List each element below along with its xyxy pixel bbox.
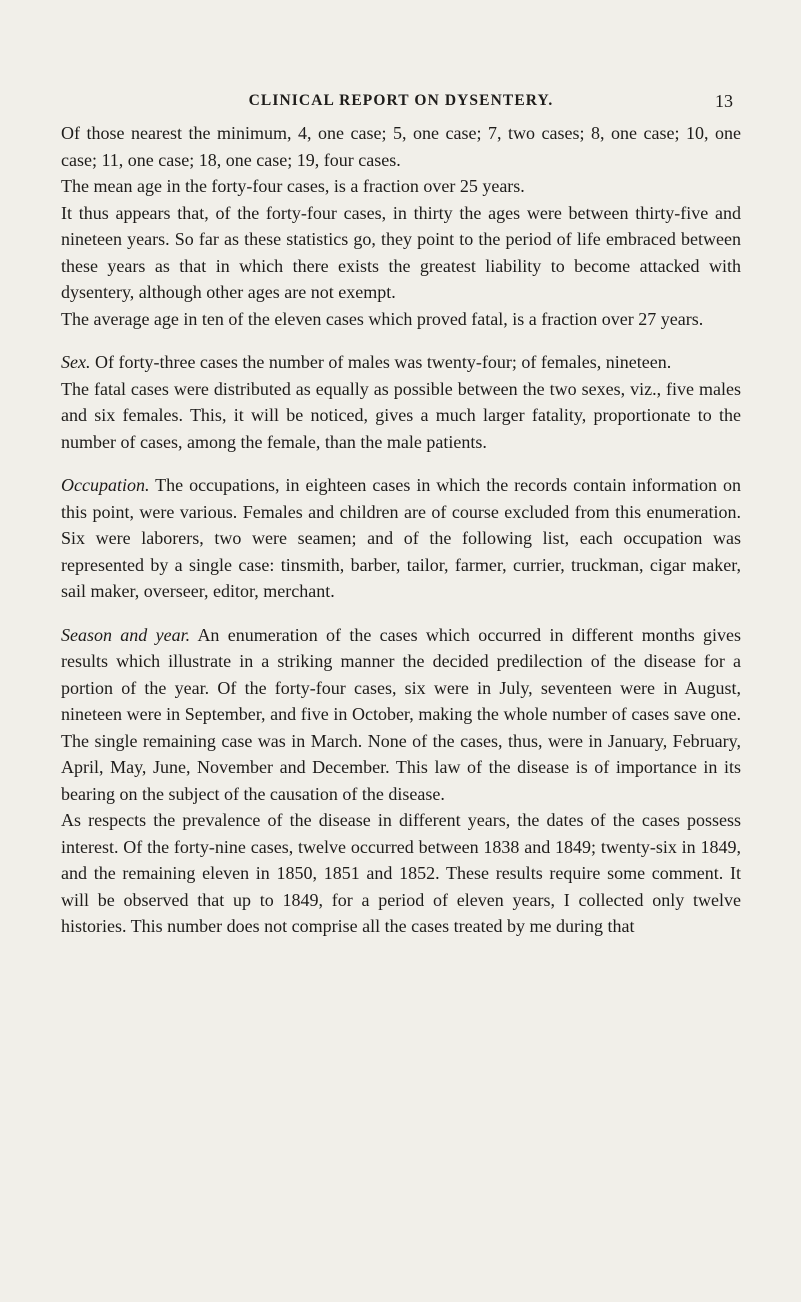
body-text [61, 120, 741, 940]
paragraph-occupation [61, 472, 741, 605]
running-title: CLINICAL REPORT ON DYSENTERY. [248, 92, 554, 109]
sex-body: Of forty-three cases the number of males was twenty-four; of females, nineteen. [94, 352, 672, 372]
page-number: 13 [715, 91, 733, 111]
occupation-body: The occupations, in eighteen cases in which the records contain information on this point, were various. Females and children are of course excluded from this enumeration. Six were laborers, two were seamen; and of the following list, each occupation was represented by a single case: tinsmith, barber, tailor, farmer, currier, truckman, cigar maker, sail maker, overseer, editor, merchant. [61, 475, 741, 601]
paragraph-sex [61, 349, 741, 376]
season-body: An enumeration of the cases which occurred in different months gives results which illustrate in a striking manner the decided predilection of the disease for a portion of the year. Of the forty-four cases, six were in July, seventeen were in August, nineteen were in September, and five in October, making the whole number of cases save one. The single remaining case was in March. None of the cases, thus, were in January, February, April, May, June, November and December. This law of the disease is of importance in its bearing on the subject of the causation of the disease. [61, 624, 742, 804]
paragraph-mean-age: The mean age in the forty-four cases, is a fraction over 25 years. [61, 176, 525, 196]
season-heading: Season and year. [61, 624, 191, 645]
occupation-heading: Occupation. [61, 475, 150, 495]
paragraph-years: As respects the prevalence of the disease in different years, the dates of the cases possess interest. Of the forty-nine cases, twelve occurred between 1838 and 1849; twenty-six in 1849, and the remaining eleven in 1850, 1851 and 1852. These results require some comment. It will be observed that up to 1849, for a period of eleven years, I collected only twelve histories. This number does not comprise all the cases treated by me during that [61, 810, 741, 936]
paragraph-age-range: It thus appears that, of the forty-four cases, in thirty the ages were between thirty-five and nineteen years. So far as these statistics go, they point to the period of life embraced between these years as that in which there exists the greatest liability to become attacked with dysentery, although other ages are not exempt. [61, 202, 741, 302]
paragraph-fatal-sexes: The fatal cases were distributed as equally as possible between the two sexes, viz., five males and six females. This, it will be noticed, gives a much larger fatality, proportionate to the number of cases, among the female, than the male patients. [61, 378, 741, 452]
paragraph-fatal-age: The average age in ten of the eleven cases which proved fatal, is a fraction over 27 years. [61, 308, 704, 329]
running-header [61, 92, 741, 116]
sex-heading: Sex. [61, 352, 91, 372]
paragraph-minimum-ages: Of those nearest the minimum, 4, one case; 5, one case; 7, two cases; 8, one case; 10, one case; 11, one case; 18, one case; 19, four cases. [61, 123, 741, 170]
paragraph-season [61, 622, 741, 808]
